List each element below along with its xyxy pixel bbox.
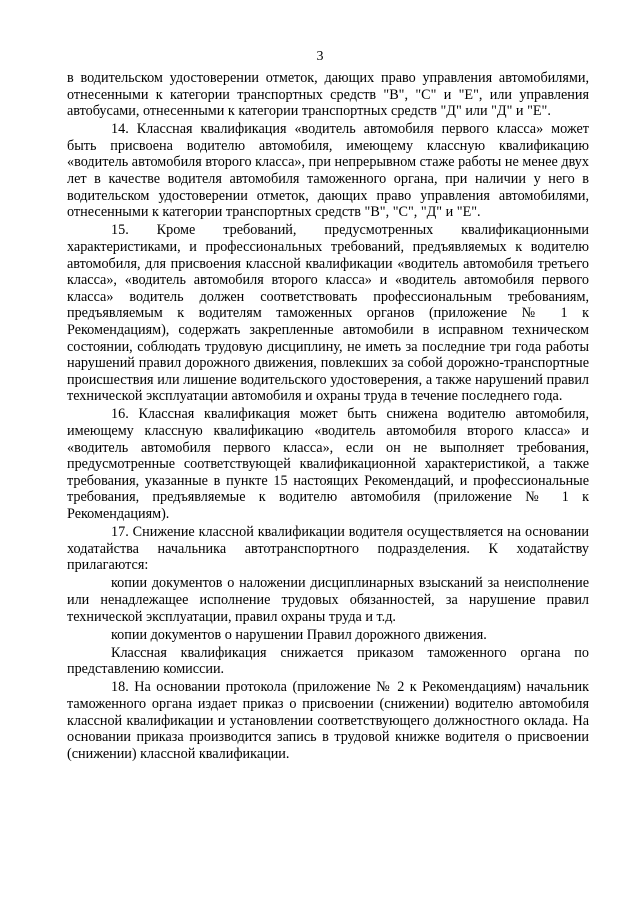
paragraph-18: 18. На основании протокола (приложение № 2 к Рекомендациям) начальник таможенного органа издает приказ о присвоении (снижении) водителю автомобиля классной квалификации и установлении соответствующего должностного оклада. На основании приказа производится запись в трудовой книжке водителя о присвоении (снижении) классной квалификации.	[67, 679, 589, 762]
page-number: 3	[316, 49, 324, 64]
paragraph-14: 14. Классная квалификация «водитель автомобиля первого класса» может быть присвоена водителю автомобиля, имеющему классную квалификацию «водитель автомобиля второго класса», при непрерывном стаже работы не менее двух лет в качестве водителя автомобиля таможенного органа, при наличии у него в водительском удостоверении отметок, дающих право управления автомобилями, отнесенными к категории транспортных средств "В", "С", "Д" и "Е".	[67, 121, 589, 221]
paragraph-17-item-1: копии документов о наложении дисциплинарных взысканий за неисполнение или ненадлежащее исполнение трудовых обязанностей, за нарушение правил технической эксплуатации, правил охраны труда и т.д.	[67, 575, 589, 625]
document-body	[67, 70, 589, 762]
paragraph-17-note: Классная квалификация снижается приказом таможенного органа по представлению комиссии.	[67, 644, 589, 678]
paragraph-16: 16. Классная квалификация может быть снижена водителю автомобиля, имеющему классную квалификацию «водитель автомобиля второго класса» и «водитель автомобиля первого класса», если он не выполняет требования, предусмотренные соответствующей квалификационной характеристикой, а также требования, указанные в пункте 15 настоящих Рекомендаций, и профессиональные требования, предъявляемые к водителю автомобиля (приложение № 1 к Рекомендациям).	[67, 406, 589, 522]
paragraph-continuation: в водительском удостоверении отметок, дающих право управления автомобилями, отнесенными к категории транспортных средств "В", "С" и "Е", или управления автобусами, отнесенными к категории транспортных средств "Д" или "Д" и "Е".	[67, 70, 589, 120]
paragraph-15: 15. Кроме требований, предусмотренных квалификационными характеристиками, и профессиональных требований, предъявляемых к водителю автомобиля, для присвоения классной квалификации «водитель автомобиля третьего класса», «водитель автомобиля второго класса» и «водитель автомобиля первого класса» водитель должен соответствовать профессиональным требованиям, предъявляемым к водителям таможенных органов (приложение № 1 к Рекомендациям), содержать закрепленные автомобили в исправном техническом состоянии, соблюдать трудовую дисциплину, не иметь за последние три года работы нарушений правил дорожного движения, повлекших за собой дорожно-транспортные происшествия или лишение водительского удостоверения, а также нарушений правил технической эксплуатации автомобиля и охраны труда в течение последнего года.	[67, 222, 589, 405]
paragraph-17-item-2: копии документов о нарушении Правил дорожного движения.	[111, 626, 487, 643]
paragraph-17: 17. Снижение классной квалификации водителя осуществляется на основании ходатайства начальника автотранспортного подразделения. К ходатайству прилагаются:	[67, 524, 589, 574]
